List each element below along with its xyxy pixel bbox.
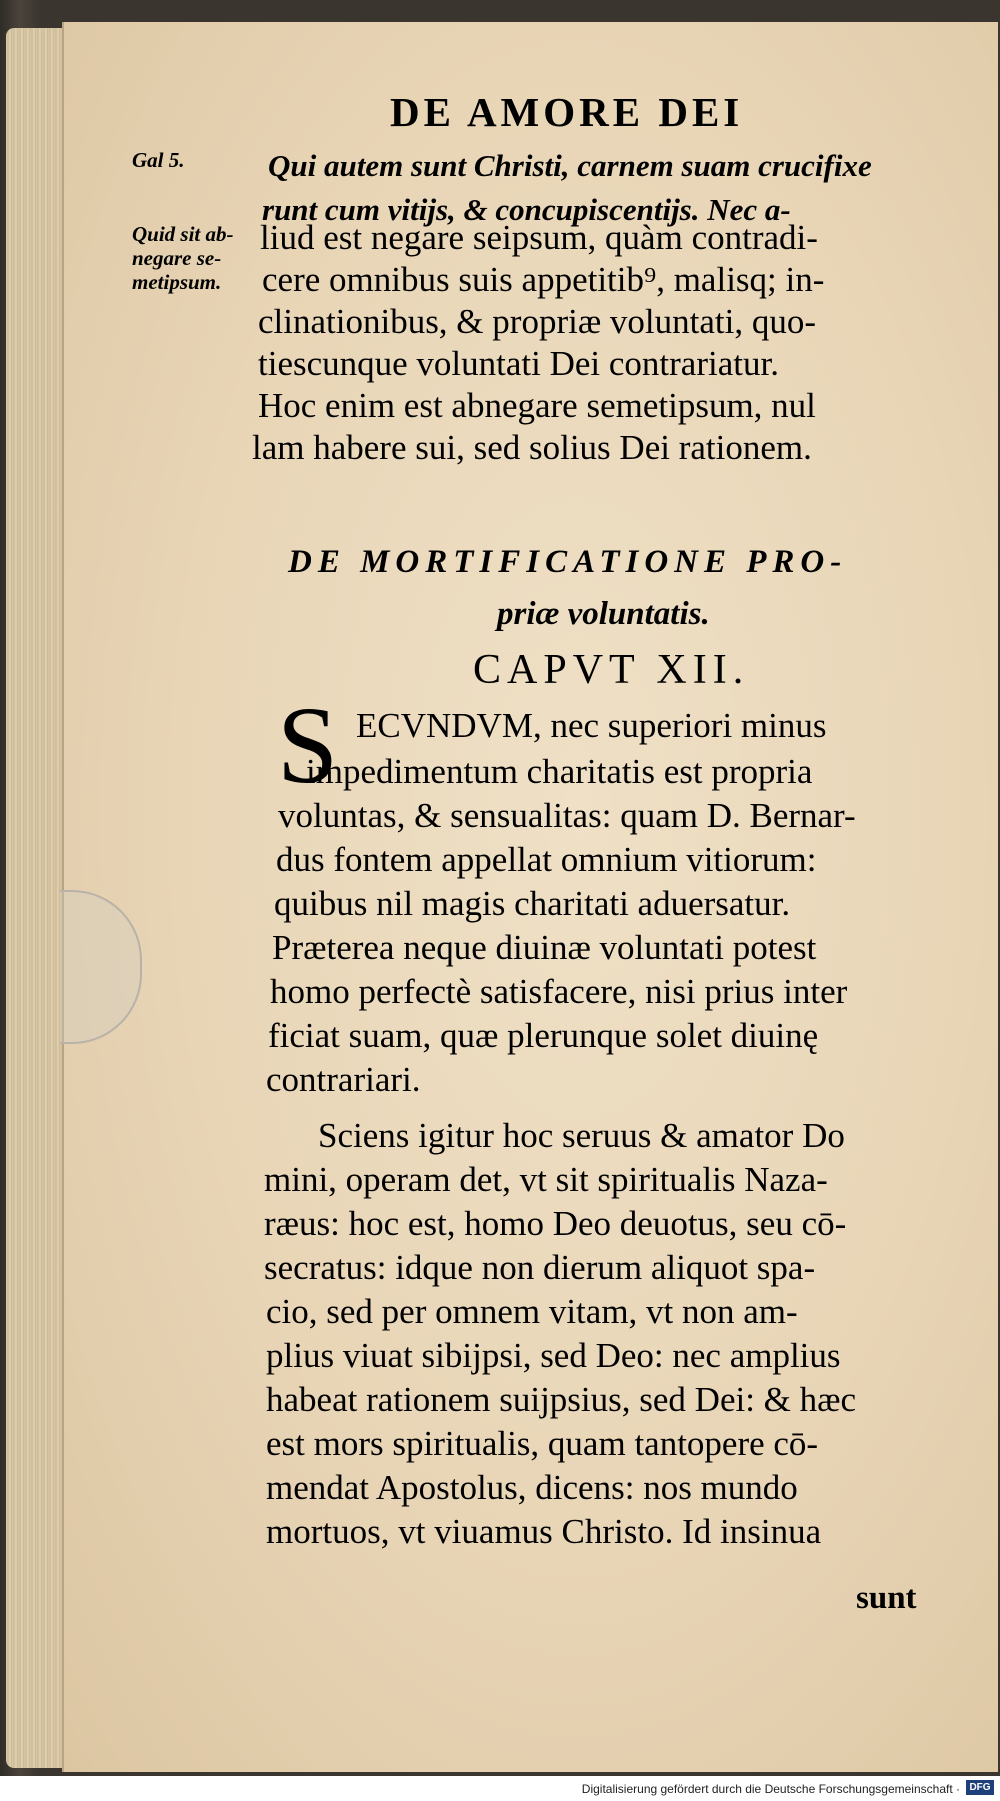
text-line: dus fontem appellat omnium vitiorum: bbox=[276, 840, 817, 879]
text-line: quibus nil magis charitati aduersatur. bbox=[274, 884, 791, 923]
chapter-heading: CAPVT XII. bbox=[473, 647, 750, 693]
text-line: liud est negare seipsum, quàm contradi- bbox=[260, 218, 818, 257]
text-line: mendat Apostolus, dicens: nos mundo bbox=[266, 1468, 798, 1507]
text-line: contrariari. bbox=[266, 1060, 421, 1099]
text-line: plius viuat sibijpsi, sed Deo: nec amplius bbox=[266, 1336, 841, 1375]
text-line: cio, sed per omnem vitam, vt non am- bbox=[266, 1292, 798, 1331]
catchword: sunt bbox=[856, 1580, 917, 1616]
text-line: runt cum vitijs, & concupiscentijs. Nec a- bbox=[262, 192, 791, 227]
text-line: Præterea neque diuinæ voluntati potest bbox=[272, 928, 817, 967]
dfg-logo-icon: DFG bbox=[966, 1780, 994, 1795]
text-line: Qui autem sunt Christi, carnem suam crucifixe bbox=[268, 148, 872, 183]
page-clamp-thumb bbox=[60, 890, 142, 1044]
funding-notice: Digitalisierung gefördert durch die Deutsche Forschungsgemeinschaft · bbox=[581, 1782, 960, 1796]
text-line: Sciens igitur hoc seruus & amator Do bbox=[318, 1116, 845, 1155]
margin-note-topic: Quid sit ab- negare se- metipsum. bbox=[132, 222, 234, 294]
text-line: secratus: idque non dierum aliquot spa- bbox=[264, 1248, 816, 1287]
text-line: tiescunque voluntati Dei contrariatur. bbox=[258, 344, 779, 383]
text-line: mortuos, vt viuamus Christo. Id insinua bbox=[266, 1512, 822, 1551]
running-head: DE AMORE DEI bbox=[390, 89, 744, 135]
text-line: cere omnibus suis appetitib⁹, malisq; in- bbox=[262, 260, 825, 299]
text-line: ECVNDVM, nec superiori minus bbox=[356, 706, 827, 745]
text-line: impedimentum charitatis est propria bbox=[306, 752, 813, 791]
text-line: mini, operam det, vt sit spiritualis Naza- bbox=[264, 1160, 828, 1199]
margin-note-reference: Gal 5. bbox=[132, 148, 185, 172]
text-line: habeat rationem suijpsius, sed Dei: & hæc bbox=[266, 1380, 857, 1419]
drop-cap: S bbox=[277, 684, 339, 806]
text-line: homo perfectè satisfacere, nisi prius inter bbox=[270, 972, 848, 1011]
text-line: ficiat suam, quæ plerunque solet diuinę bbox=[268, 1016, 819, 1055]
text-line: est mors spiritualis, quam tantopere cō- bbox=[266, 1424, 819, 1463]
text-line: clinationibus, & propriæ voluntati, quo- bbox=[258, 302, 817, 341]
section-title-continued: priæ voluntatis. bbox=[497, 596, 710, 632]
text-line: Hoc enim est abnegare semetipsum, nul bbox=[258, 386, 816, 425]
text-line: ræus: hoc est, homo Deo deuotus, seu cō- bbox=[264, 1204, 847, 1243]
text-line: lam habere sui, sed solius Dei rationem. bbox=[252, 428, 812, 467]
text-line: voluntas, & sensualitas: quam D. Bernar- bbox=[278, 796, 856, 835]
section-title: DE MORTIFICATIONE PRO- bbox=[288, 544, 848, 580]
